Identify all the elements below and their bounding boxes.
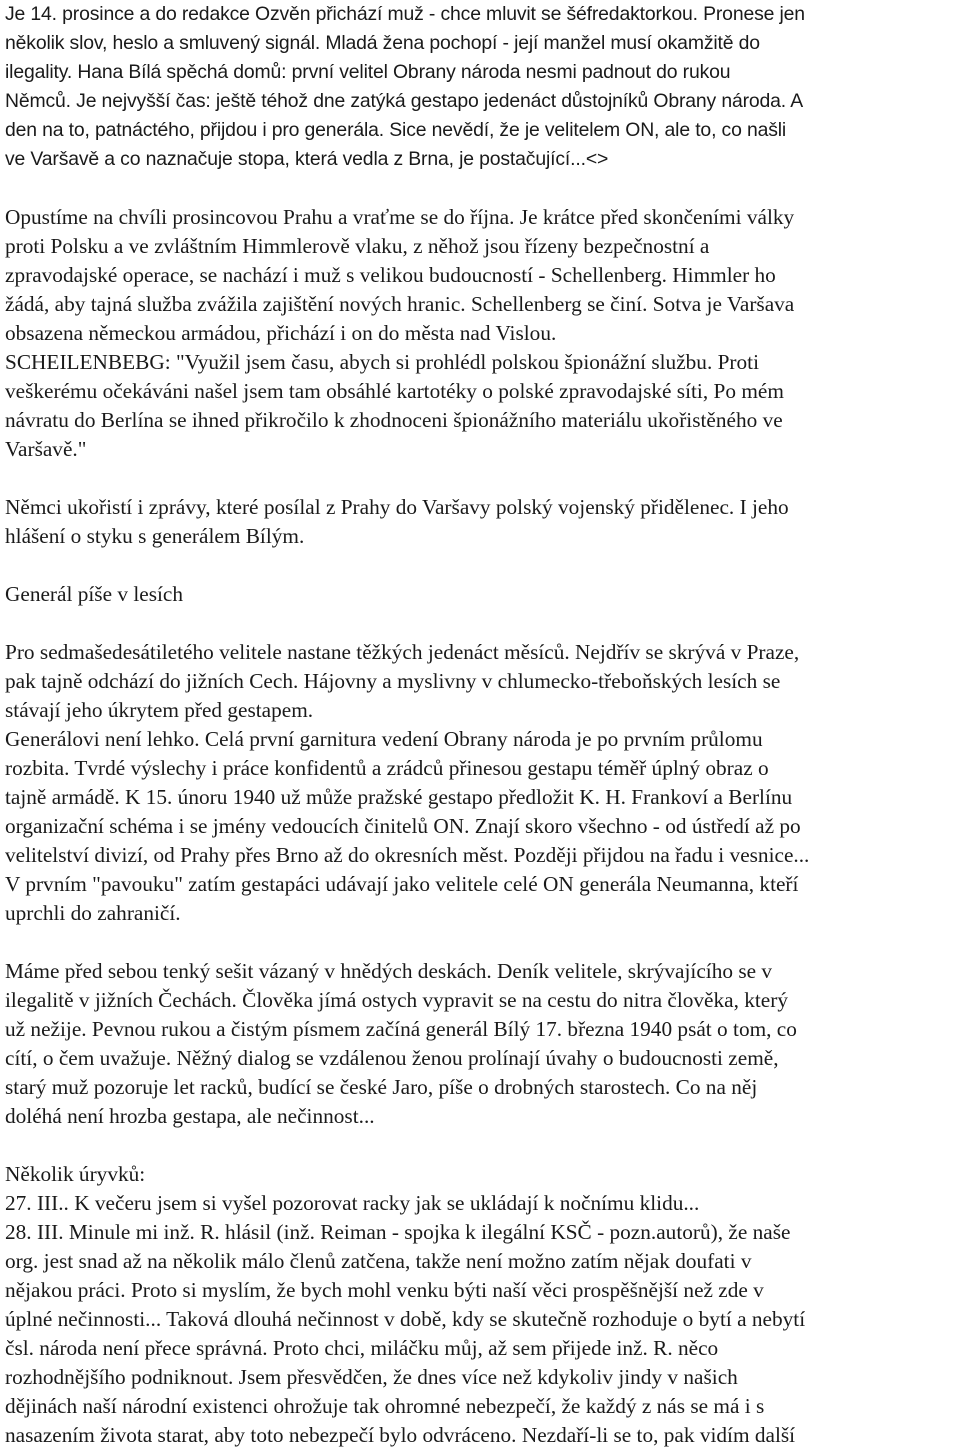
paragraph-spacer	[5, 174, 955, 203]
text-line: návratu do Berlína se ihned přikročilo k zhodnoceni špionážního materiálu ukořistěného ve	[5, 408, 783, 432]
text-line: zpravodajské operace, se nachází i muž s velikou budoucností - Schellenberg. Himmler ho	[5, 263, 776, 287]
text-line: už nežije. Pevnou rukou a čistým písmem začíná generál Bílý 17. března 1940 psát o tom, co	[5, 1017, 797, 1041]
text-line: úplné nečinnosti... Taková dlouhá nečinnost v době, kdy se skutečně rozhoduje o bytí a nebytí	[5, 1307, 806, 1331]
text-line: Pro sedmašedesátiletého velitele nastane těžkých jedenáct měsíců. Nejdřív se skrývá v Praze,	[5, 640, 800, 664]
document-page	[5, 0, 955, 1450]
text-line: veškerému očekáváni našel jsem tam obsáhlé kartotéky o polské zpravodajské síti, Po mém	[5, 379, 784, 403]
paragraph-spacer	[5, 551, 955, 580]
text-line: několik slov, heslo a smluvený signál. Mladá žena pochopí - její manžel musí okamžitě do	[5, 32, 760, 54]
text-line: pak tajně odchází do jižních Cech. Hájovny a myslivny v chlumecko-třeboňských lesích se	[5, 669, 781, 693]
text-line: org. jest snad až na několik málo členů zatčena, takže není možno zatím nějak doufati v	[5, 1249, 752, 1273]
paragraph-spacer	[5, 609, 955, 638]
text-line: 28. III. Minule mi inž. R. hlásil (inž. Reiman - spojka k ilegální KSČ - pozn.autorů), že naše	[5, 1220, 791, 1244]
text-line: Je 14. prosince a do redakce Ozvěn přichází muž - chce mluvit se šéfredaktorkou. Pronese jen	[5, 3, 805, 25]
text-line: SCHEILENBEBG: "Využil jsem času, abych si prohlédl polskou špionážní službu. Proti	[5, 350, 760, 374]
text-line: ilegality. Hana Bílá spěchá domů: první velitel Obrany národa nesmi padnout do rukou	[5, 61, 731, 83]
text-line: Máme před sebou tenký sešit vázaný v hnědých deskách. Deník velitele, skrývajícího se v	[5, 959, 773, 983]
text-line: starý muž pozoruje let racků, budící se české Jaro, píše o drobných starostech. Co na něj	[5, 1075, 758, 1099]
text-line: tajně armádě. K 15. únoru 1940 už může pražské gestapo předložit K. H. Frankoví a Berlínu	[5, 785, 793, 809]
paragraph-excerpts	[5, 1160, 955, 1450]
text-line: proti Polsku a ve zvláštním Himmlerově vlaku, z něhož jsou řízeny bezpečnostní a	[5, 234, 710, 258]
text-line: rozhodnějšího podniknout. Jsem přesvědčen, že dnes více než kdykoliv jindy v našich	[5, 1365, 738, 1389]
text-line: Několik úryvků:	[5, 1162, 146, 1186]
text-line: nějakou práci. Proto si myslím, že bych mohl venku býti naší věci prospěšnější než zde v	[5, 1278, 764, 1302]
text-line: Němci ukořistí i zprávy, které posílal z Prahy do Varšavy polský vojenský přidělenec. I jeho	[5, 495, 789, 519]
text-line: velitelství divizí, od Prahy přes Brno až do okresních měst. Později přijdou na řadu i vesnice...	[5, 843, 810, 867]
section-heading: Generál píše v lesích	[5, 582, 183, 606]
text-line: žádá, aby tajná služba zvážila zajištění nových hranic. Schellenberg se činí. Sotva je Varšava	[5, 292, 795, 316]
paragraph-reports	[5, 493, 955, 551]
text-line: Němců. Je nejvyšší čas: ještě téhož dne zatýká gestapo jedenáct důstojníků Obrany národa. A	[5, 90, 803, 112]
text-line: ilegalitě v jižních Čechách. Člověka jímá ostych vypravit se na cestu do nitra člověka, který	[5, 988, 788, 1012]
text-line: V prvním "pavouku" zatím gestapáci udávají jako velitele celé ON generála Neumanna, kteří	[5, 872, 799, 896]
text-line: Generálovi není lehko. Celá první garnitura vedení Obrany národa je po prvním průlomu	[5, 727, 763, 751]
paragraph-schellenberg	[5, 203, 955, 464]
text-line: Opustíme na chvíli prosincovou Prahu a vraťme se do října. Je krátce před skončeními války	[5, 205, 795, 229]
text-line: Varšavě."	[5, 437, 87, 461]
paragraph-spacer	[5, 464, 955, 493]
text-line: nasazením života starat, aby toto nebezpečí bylo odvráceno. Nezdaří-li se to, pak vidím další	[5, 1423, 796, 1447]
text-line: čsl. národa není přece správná. Proto chci, miláčku můj, až sem přijede inž. R. něco	[5, 1336, 719, 1360]
paragraph-eleven-months	[5, 638, 955, 928]
text-line: doléhá není hrozba gestapa, ale nečinnost...	[5, 1104, 375, 1128]
paragraph-diary	[5, 957, 955, 1131]
text-line: organizační schéma i se jmény vedoucích činitelů ON. Znají skoro všechno - od ústředí až po	[5, 814, 801, 838]
paragraph-arrival	[5, 0, 955, 174]
text-line: rozbita. Tvrdé výslechy i práce konfidentů a zrádců přinesou gestapu téměř úplný obraz o	[5, 756, 769, 780]
text-line: cítí, o čem uvažuje. Něžný dialog se vzdálenou ženou prolínají úvahy o budoucnosti země,	[5, 1046, 779, 1070]
text-line: dějinách naší národní existenci ohrožuje tak ohromné nebezpečí, že každý z nás se má i s	[5, 1394, 765, 1418]
text-line: stávají jeho úkrytem před gestapem.	[5, 698, 314, 722]
text-line: hlášení o styku s generálem Bílým.	[5, 524, 305, 548]
text-line: obsazena německou armádou, přichází i on do města nad Vislou.	[5, 321, 557, 345]
text-line: 27. III.. K večeru jsem si vyšel pozorovat racky jak se ukládají k nočnímu klidu...	[5, 1191, 700, 1215]
paragraph-spacer	[5, 928, 955, 957]
text-line: uprchli do zahraničí.	[5, 901, 181, 925]
text-line: den na to, patnáctého, přijdou i pro generála. Sice nevědí, že je velitelem ON, ale to, co našli	[5, 119, 787, 141]
text-line: ve Varšavě a co naznačuje stopa, která vedla z Brna, je postačující...<>	[5, 148, 609, 170]
paragraph-spacer	[5, 1131, 955, 1160]
